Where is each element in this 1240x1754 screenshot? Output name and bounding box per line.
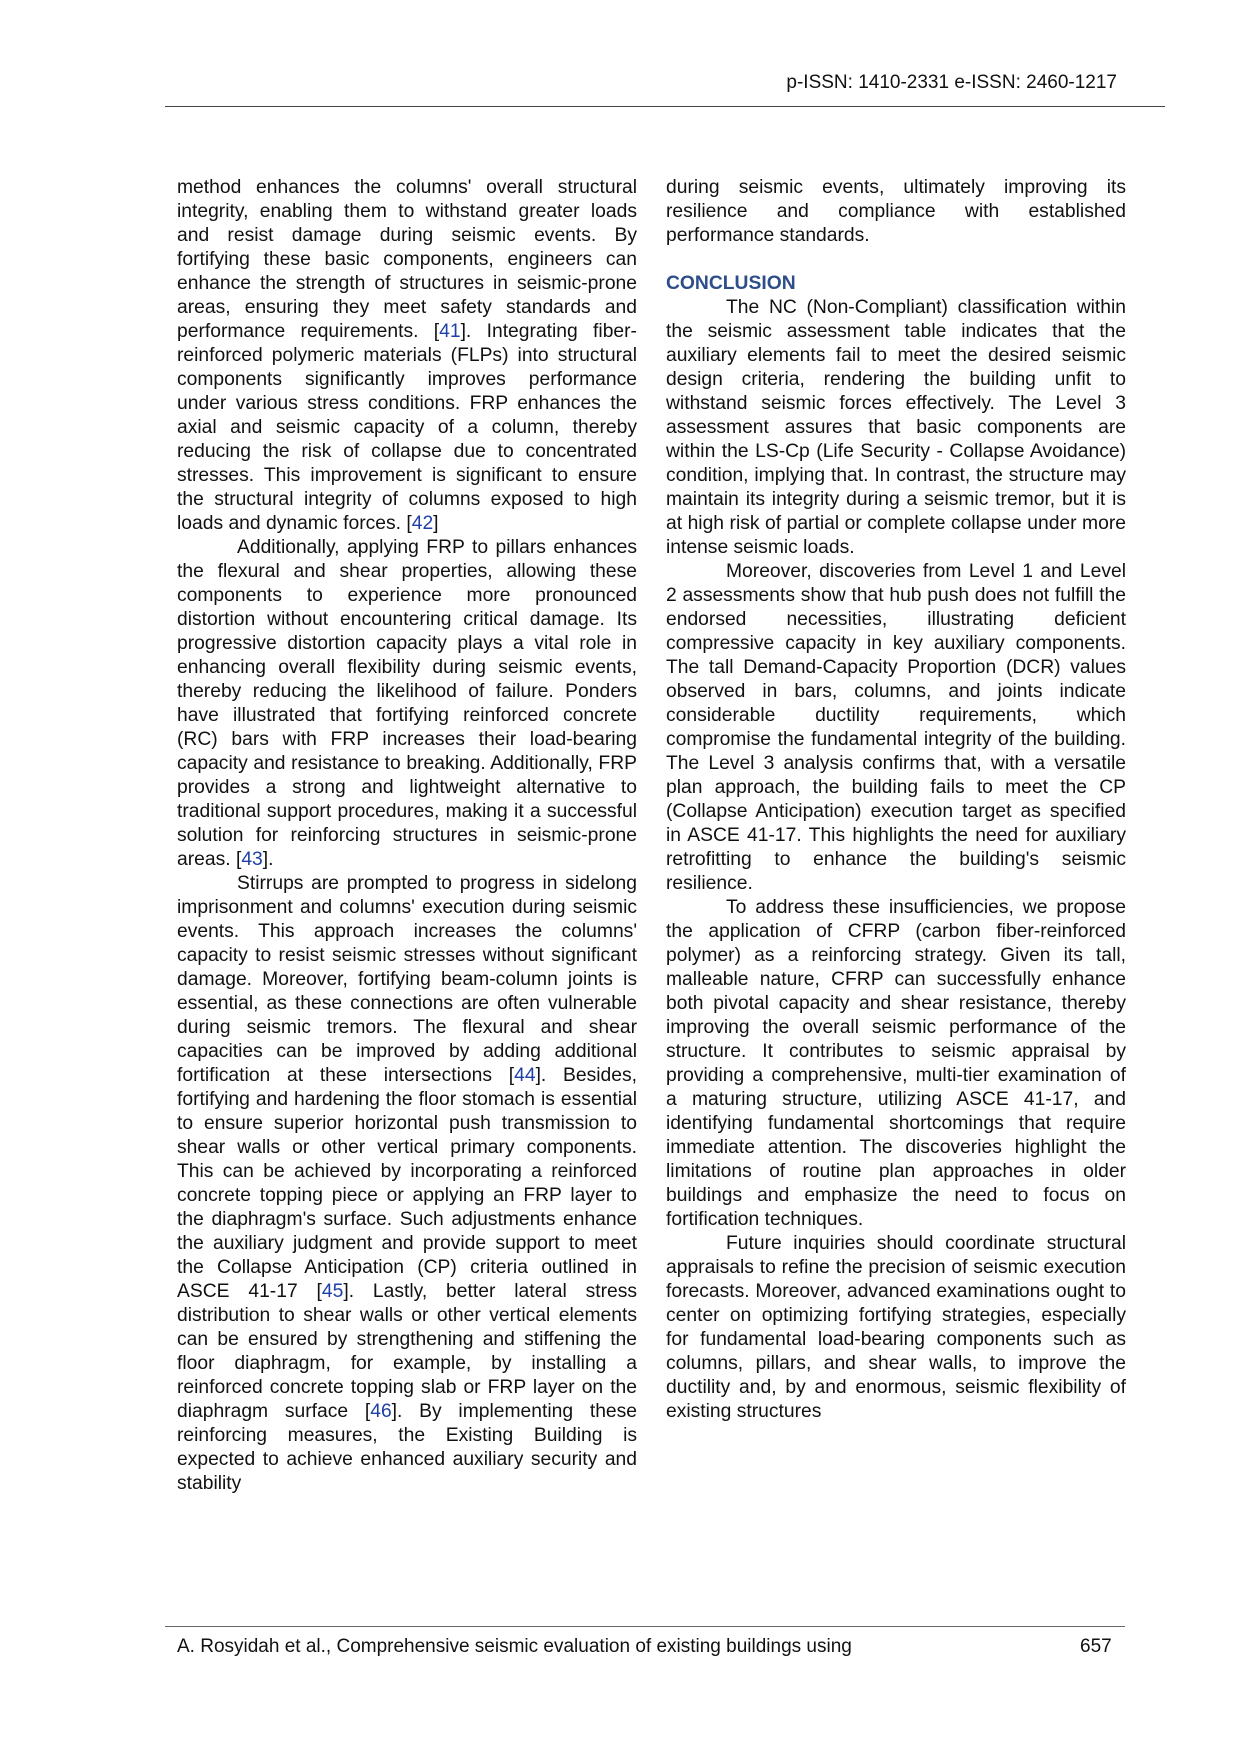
reference-link[interactable]: 46 [370,1401,392,1422]
text-run: ]. Integrating fiber-reinforced polymeric materials (FLPs) into structural components significantly improves performance under various stress conditions. FRP enhances the axial and seismic capacity of a column, thereby reducing the risk of collapse due to concentrated stresses. This improvement is significant to ensure the structural integrity of columns exposed to high loads and dynamic forces. [ [177,321,637,534]
paragraph: To address these insufficiencies, we propose the application of CFRP (carbon fiber-reinforced polymer) as a reinforcing strategy. Given its tall, malleable nature, CFRP can successfully enhance both pivotal capacity and shear resistance, thereby improving the overall seismic performance of the structure. It contributes to seismic appraisal by providing a comprehensive, multi-tier examination of a maturing structure, utilizing ASCE 41-17, and identifying fundamental shortcomings that require immediate attention. The discoveries highlight the limitations of routine plan approaches in older buildings and emphasize the need to focus on fortification techniques. [666,897,1126,1230]
text-run: ]. By implementing these reinforcing measures, the Existing Building is expected to achieve enhanced auxiliary security and stability [177,1401,638,1494]
reference-link[interactable]: 44 [514,1065,536,1086]
paragraph: during seismic events, ultimately improving its resilience and compliance with established performance standards. [666,177,1126,246]
page-number: 657 [1080,1636,1112,1657]
text-run: Additionally, applying FRP to pillars enhances the flexural and shear properties, allowing these components to experience more pronounced distortion without encountering critical damage. Its progressive distortion capacity plays a vital role in enhancing overall flexibility during seismic events, thereby reducing the likelihood of failure. Ponders have illustrated that fortifying reinforced concrete (RC) bars with FRP increases their load-bearing capacity and resistance to breaking. Additionally, FRP provides a strong and lightweight alternative to traditional support procedures, making it a successful solution for reinforcing structures in seismic-prone areas. [ [177,537,637,870]
text-run: ]. Lastly, better lateral stress distribution to shear walls or other vertical elements can be ensured by strengthening and stiffening the floor diaphragm, for example, by installing a reinforced concrete topping slab or FRP layer on the diaphragm surface [ [177,1281,638,1422]
reference-link[interactable]: 43 [241,849,263,870]
reference-link[interactable]: 45 [321,1281,344,1302]
text-run: ]. Besides, fortifying and hardening the floor stomach is essential to ensure superior horizontal push transmission to shear walls or other vertical primary components. This can be achieved by incorporating a reinforced concrete topping piece or applying an FRP layer to the diaphragm's surface. Such adjustments enhance the auxiliary judgment and provide support to meet the Collapse Anticipation (CP) criteria outlined in ASCE 41-17 [ [177,1065,637,1302]
text-run: Stirrups are prompted to progress in sidelong imprisonment and columns' execution during seismic events. This approach increases the columns' capacity to resist seismic stresses without significant damage. Moreover, fortifying beam-column joints is essential, as these connections are often vulnerable during seismic tremors. The flexural and shear capacities can be improved by adding additional fortification at these intersections [ [177,873,637,1086]
paragraph: The NC (Non-Compliant) classification within the seismic assessment table indicates that the auxiliary elements fail to meet the desired seismic design criteria, rendering the building unfit to withstand seismic forces effectively. The Level 3 assessment assures that basic components are within the LS-Cp (Life Security - Collapse Avoidance) condition, implying that. In contrast, the structure may maintain its integrity during a seismic tremor, but it is at high risk of partial or complete collapse under more intense seismic loads. [666,297,1126,558]
right-column [666,176,1126,1424]
footer-citation: A. Rosyidah et al., Comprehensive seismic evaluation of existing buildings using [177,1636,852,1657]
text-run: ]. [262,849,274,870]
text-run: method enhances the columns' overall structural integrity, enabling them to withstand greater loads and resist damage during seismic events. By fortifying these basic components, engineers can enhance the strength of structures in seismic-prone areas, ensuring they meet safety standards and performance requirements. [ [177,177,637,342]
text-run: ] [433,513,439,534]
issn-label: p-ISSN: 1410-2331 e-ISSN: 2460-1217 [786,72,1117,93]
paragraph [177,536,637,872]
reference-link[interactable]: 41 [439,321,461,342]
paragraph: Future inquiries should coordinate structural appraisals to refine the precision of seismic execution forecasts. Moreover, advanced examinations ought to center on optimizing fortifying strategies, especially for fundamental load-bearing components such as columns, pillars, and shear walls, to improve the ductility and, by and enormous, seismic flexibility of existing structures [666,1233,1126,1422]
paragraph [177,872,637,1496]
paragraph [177,176,637,536]
section-heading: CONCLUSION [666,273,796,294]
footer-divider [165,1626,1125,1627]
paragraph: Moreover, discoveries from Level 1 and Level 2 assessments show that hub push does not fulfill the endorsed necessities, illustrating deficient compressive capacity in key auxiliary components. The tall Demand-Capacity Proportion (DCR) values observed in bars, columns, and joints indicate considerable ductility requirements, which compromise the fundamental integrity of the building. The Level 3 analysis confirms that, with a versatile plan approach, the building fails to meet the CP (Collapse Anticipation) execution target as specified in ASCE 41-17. This highlights the need for auxiliary retrofitting to enhance the building's seismic resilience. [666,561,1126,894]
reference-link[interactable]: 42 [411,513,434,534]
page-header [165,70,1165,107]
left-column [177,176,637,1496]
